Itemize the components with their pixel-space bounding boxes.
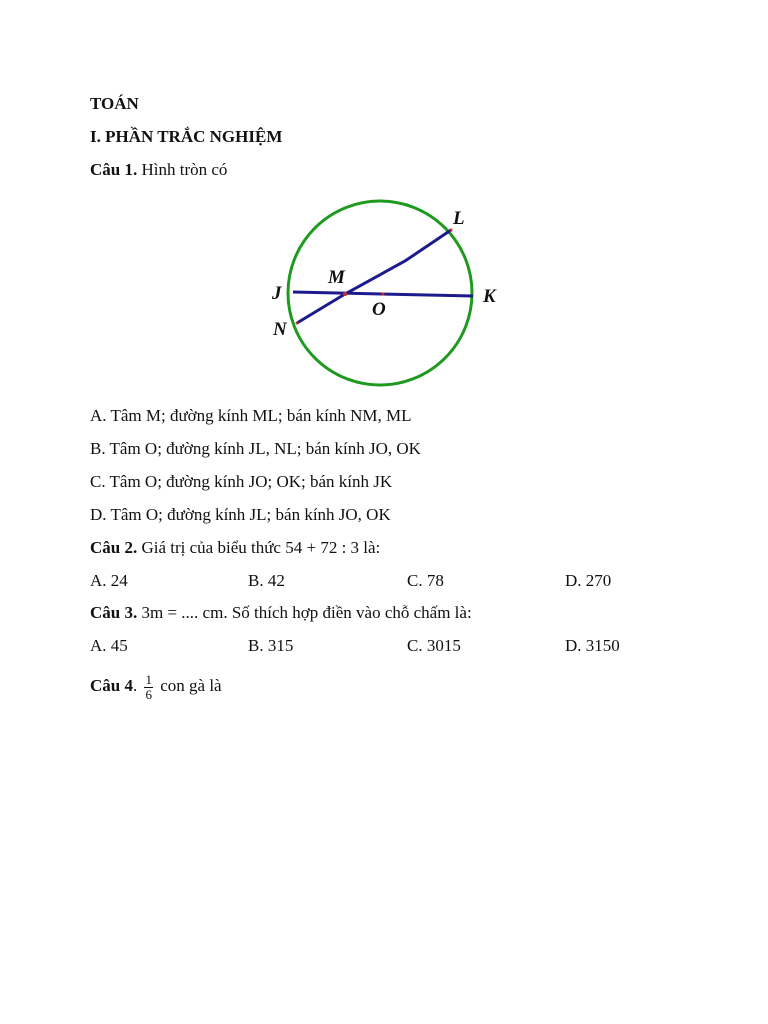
fraction-numerator: 1 [145,671,152,687]
point-label-k: K [483,286,496,307]
point-label-n: N [273,319,287,340]
q1-option-d: D. Tâm O; đường kính JL; bán kính JO, OK [90,505,391,524]
question-4-text: con gà là [160,676,222,695]
question-3-text: 3m = .... cm. Số thích hợp điền vào chỗ chấm là: [137,603,472,622]
subject-heading: TOÁN [90,94,139,113]
circle-figure [265,195,505,395]
q3-option-c: C. 3015 [407,636,461,655]
q3-option-b: B. 315 [248,636,294,655]
question-2-text: Giá trị của biểu thức 54 + 72 : 3 là: [137,538,381,557]
q1-option-a: A. Tâm M; đường kính ML; bán kính NM, ML [90,406,412,425]
question-4-sep: . [132,676,138,695]
point-n-dot [296,322,299,325]
question-1-text: Hình tròn có [137,160,228,179]
question-3 [90,603,472,623]
fraction [144,673,153,702]
point-m-dot [343,292,347,296]
point-o-dot [382,293,385,296]
point-label-o: O [372,299,386,320]
question-4 [90,670,222,702]
point-label-j: J [272,283,282,304]
fraction-denominator: 6 [145,686,152,702]
q1-option-b: B. Tâm O; đường kính JL, NL; bán kính JO, OK [90,439,421,458]
question-2-label: Câu 2. [90,538,138,557]
question-3-label: Câu 3. [90,603,138,622]
question-2 [90,538,380,558]
section-title: I. PHẦN TRẮC NGHIỆM [90,127,283,146]
q1-option-c: C. Tâm O; đường kính JO; OK; bán kính JK [90,472,393,491]
q3-option-a: A. 45 [90,636,128,655]
question-1-label: Câu 1. [90,160,138,179]
point-label-m: M [328,267,345,288]
q2-option-b: B. 42 [248,571,285,590]
question-1 [90,160,227,180]
q2-option-d: D. 270 [565,571,612,590]
q3-option-d: D. 3150 [565,636,620,655]
question-4-label: Câu 4 [90,676,133,695]
q2-option-a: A. 24 [90,571,128,590]
point-label-l: L [453,208,465,229]
q2-option-c: C. 78 [407,571,444,590]
